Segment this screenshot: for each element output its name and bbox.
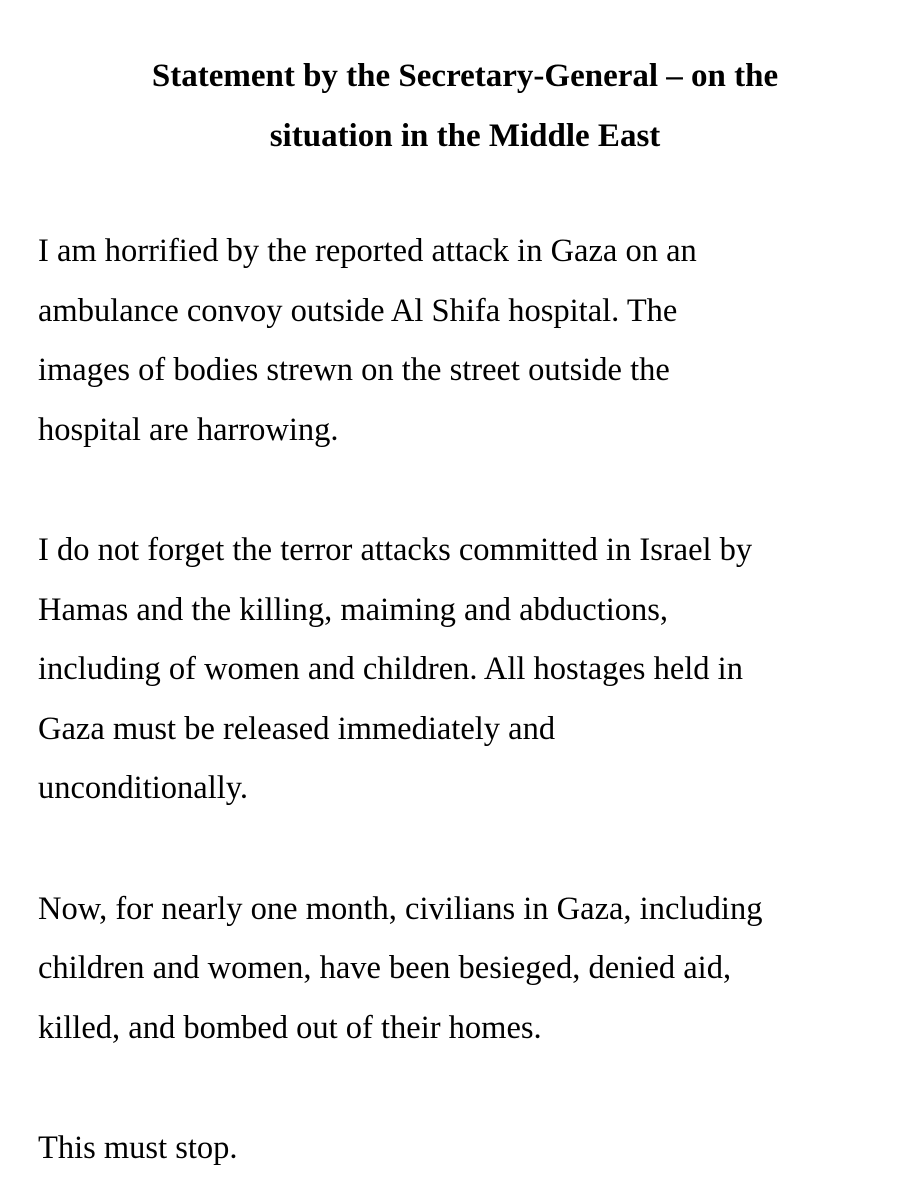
statement-document	[38, 46, 878, 1179]
text-line: Gaza must be released immediately and	[38, 710, 556, 747]
text-line: Hamas and the killing, maiming and abductions,	[38, 591, 669, 628]
text-line: killed, and bombed out of their homes.	[38, 1009, 542, 1046]
text-line: unconditionally.	[38, 770, 249, 806]
paragraph-civilians	[38, 880, 878, 1059]
text-line: This must stop.	[38, 1130, 238, 1166]
text-line: Now, for nearly one month, civilians in Gaza, including	[38, 890, 763, 927]
text-line: images of bodies strewn on the street outside the	[38, 352, 670, 388]
paragraph-terror-attacks	[38, 521, 878, 819]
text-line: hospital are harrowing.	[38, 411, 339, 448]
text-line: children and women, have been besieged, denied aid,	[38, 950, 732, 986]
title-line-1: Statement by the Secretary-General – on the	[151, 58, 779, 94]
title-line-2: situation in the Middle East	[269, 118, 661, 154]
text-line: ambulance convoy outside Al Shifa hospital. The	[38, 292, 678, 329]
text-line: I am horrified by the reported attack in Gaza on an	[38, 233, 697, 269]
statement-title	[38, 46, 878, 166]
text-line: I do not forget the terror attacks committed in Israel by	[38, 532, 753, 568]
paragraph-ambulance-attack	[38, 222, 878, 460]
paragraph-must-stop	[38, 1119, 878, 1179]
text-line: including of women and children. All hostages held in	[38, 651, 743, 687]
